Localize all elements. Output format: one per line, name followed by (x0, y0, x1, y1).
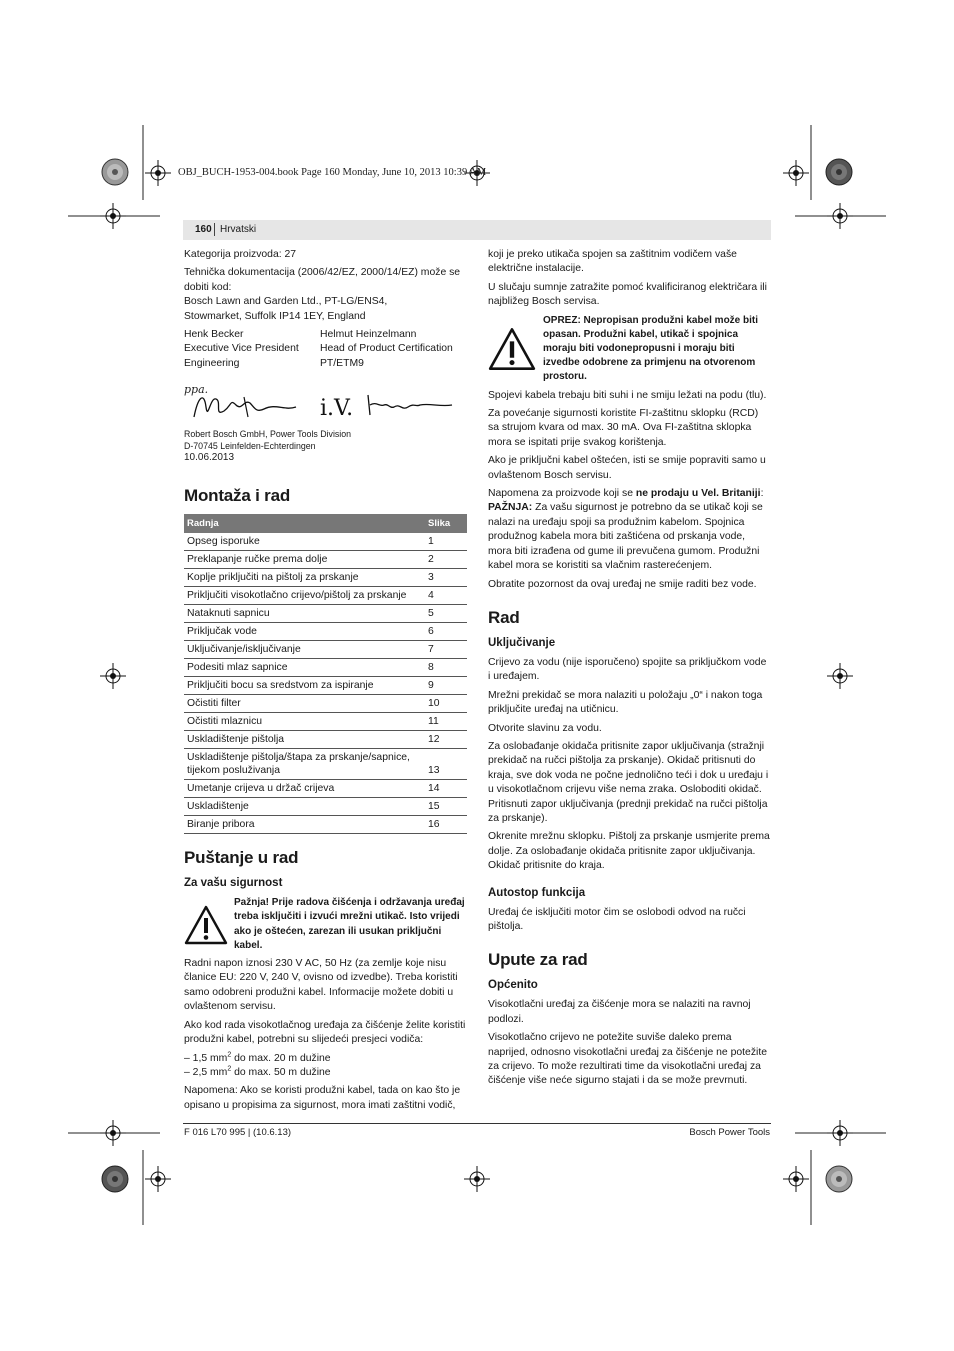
table-row (184, 695, 467, 713)
registration-mark-icon (145, 1166, 171, 1192)
paragraph: koji je preko utikača spojen sa zaštitnim vodičem vaše električne instalacije. (488, 249, 737, 275)
table-cell-figure: 2 (425, 551, 467, 569)
registration-mark-icon (827, 203, 853, 229)
table-cell-figure: 13 (425, 749, 467, 780)
table-cell-figure: 15 (425, 798, 467, 816)
table-row (184, 731, 467, 749)
signature-image (184, 377, 467, 425)
section-heading-pustanje: Puštanje u rad (184, 848, 299, 868)
registration-mark-icon (100, 203, 126, 229)
warning-block (184, 896, 467, 953)
signer-2 (320, 328, 456, 371)
signatures (184, 377, 467, 425)
paragraph: Za povećanje sigurnosti koristite FI-zaštitnu sklopku (RCD) sa strujom kvara od max. 30 mA. Ova FI-zaštitna sklopka mora se ispitati prije svakog korištenja. (488, 408, 759, 448)
color-target-icon (825, 1165, 853, 1193)
registration-mark-icon (100, 663, 126, 689)
subheading-opcenito: Općenito (488, 979, 538, 992)
company-info (184, 428, 467, 464)
table-cell-action: Priključiti visokotlačno crijevo/pištolj za prskanje (184, 587, 425, 605)
list-item: – 2,5 $mm^2$ do max. 50 m dužine (184, 1065, 331, 1078)
registration-mark-icon (827, 663, 853, 689)
table-cell-figure: 1 (425, 533, 467, 551)
paragraph: Otvorite slavinu za vodu. (488, 722, 602, 734)
caution-block (488, 314, 771, 385)
table-cell-figure: 12 (425, 731, 467, 749)
paragraph: Visokotlačno crijevo ne potežite suviše daleko prema naprijed, odnosno visokotlačni uređaj za čišćenje ne potežite za crijevo. To može rezultirati time da visokotlačni uređaj za čišćenje više neće sigurno stajati i da se može prevrnuti. (488, 1032, 767, 1087)
paragraph: Spojevi kabela trebaju biti suhi i ne smiju ležati na podu (tlu). (488, 389, 767, 401)
table-row (184, 677, 467, 695)
signature-ppa: ppa. (184, 383, 209, 397)
address-line: Bosch Lawn and Garden Ltd., PT-LG/ENS4, (184, 296, 388, 308)
warning-triangle-icon (488, 314, 543, 385)
table-row (184, 551, 467, 569)
paragraph: Radni napon iznosi 230 V AC, 50 Hz (za zemlje koje nisu članice EU: 220 V, 240 V, ovisno od izvedbe). Treba koristiti samo odobreni produžni kabel. Informacije možete dobiti u ovlaštenom servisu. (184, 958, 458, 1013)
table-row (184, 605, 467, 623)
registration-mark-icon (783, 160, 809, 186)
table-row (184, 641, 467, 659)
registration-mark-icon (100, 1120, 126, 1146)
column-header-action: Radnja (184, 514, 425, 533)
table-cell-figure: 4 (425, 587, 467, 605)
right-column (488, 248, 771, 1093)
paragraph: Obratite pozornost da ovaj uređaj ne smije raditi bez vode. (488, 578, 757, 590)
print-header: OBJ_BUCH-1953-004.book Page 160 Monday, June 10, 2013 10:39 AM (178, 167, 487, 178)
paragraph: Crijevo za vodu (nije isporučeno) spojite sa priključkom vode i uređajem. (488, 656, 767, 683)
paragraph: Napomena: Ako se koristi produžni kabel, tada on kao što je opisano u propisima za sigurnost, mora imati zaštitni vodič, (184, 1085, 461, 1111)
paragraph: Za oslobađanje okidača pritisnite zapor uključivanja (stražnji prekidač na ručci pištolja za prskanje). Okidač pritisnuti do kraja, sve dok voda ne počne jednolično teći i dok u uređaju i u visokotlačnom crijevu više nema zraka. Osloboditi okidač. Pritisnuti zapor uključivanja (prednji prekidač na ručci pištolja za prskanje). (488, 740, 769, 824)
technical-documentation: Tehnička dokumentacija (2006/42/EZ, 2000/14/EZ) može se dobiti kod: (184, 267, 461, 293)
table-cell-action: Priključiti bocu sa sredstvom za ispiranje (184, 677, 425, 695)
section-heading-rad: Rad (488, 607, 520, 627)
section-heading-montaza: Montaža i rad (184, 486, 291, 506)
signer-title: PT/ETM9 (320, 357, 364, 369)
section-heading-upute: Upute za rad (488, 950, 588, 970)
paragraph: Visokotlačni uređaj za čišćenje mora se nalaziti na ravnoj podlozi. (488, 999, 751, 1025)
warning-triangle-icon (184, 896, 234, 953)
left-column (184, 248, 467, 1117)
table-cell-figure: 8 (425, 659, 467, 677)
table-row (184, 713, 467, 731)
table-header-row (184, 514, 467, 533)
table-row (184, 780, 467, 798)
table-cell-figure: 7 (425, 641, 467, 659)
subheading-ukljucivanje: Uključivanje (488, 636, 556, 649)
table-row (184, 659, 467, 677)
signers (184, 328, 467, 371)
registration-mark-icon (783, 1166, 809, 1192)
paragraph: Mrežni prekidač se mora nalaziti u položaju „0“ i nakon toga priključite uređaj na utičnicu. (488, 689, 763, 716)
table-row (184, 623, 467, 641)
color-target-icon (101, 158, 129, 186)
table-row (184, 587, 467, 605)
paragraph: U slučaju sumnje zatražite pomoć kvalificiranog električara ili najbližeg Bosch servisa. (488, 281, 767, 308)
signer-name: Helmut Heinzelmann (320, 329, 417, 341)
procedure-table (184, 514, 467, 834)
signer-title: Executive Vice President (184, 343, 299, 355)
page-header-bar (183, 220, 771, 240)
signer-name: Henk Becker (184, 329, 244, 341)
paragraph: Ako kod rada visokotlačnog uređaja za čišćenje želite koristiti produžni kabel, potrebni su slijedeći presjeci vodiča: (184, 1019, 466, 1046)
signer-title: Engineering (184, 357, 240, 369)
table-cell-figure: 16 (425, 816, 467, 834)
table-cell-figure: 11 (425, 713, 467, 731)
table-cell-action: Očistiti filter (184, 695, 425, 713)
table-cell-action: Podesiti mlaz sapnice (184, 659, 425, 677)
page-number: 160 (195, 224, 212, 235)
header-separator (214, 223, 215, 236)
subheading-autostop: Autostop funkcija (488, 886, 586, 899)
address-line: Stowmarket, Suffolk IP14 1EY, England (184, 310, 366, 322)
uk-note: Napomena za proizvode koji se ne prodaju u Vel. Britaniji: PAŽNJA: Za vašu sigurnost je potrebno da se utikač koji se nalazi na uređaju spoji sa produžnim kabelom. Spojnica produžnog kabela mora biti zaštićena od prskanja vode, mora biti izrađena od gume ili prevučena gumom. Produžni kabel mora se koristiti sa vlačnim rasterećenjem. (488, 488, 764, 572)
company-line: D-70745 Leinfelden-Echterdingen (184, 441, 316, 452)
warning-text: Pažnja! Prije radova čišćenja i održavanja uređaj treba isključiti i izvući mrežni utikač. Isto vrijedi ako je oštećen, zarezan ili usukan priključni kabel. (234, 897, 465, 951)
signer-title: Head of Product Certification (320, 343, 453, 355)
registration-mark-icon (464, 1166, 490, 1192)
color-target-icon (101, 1165, 129, 1193)
table-cell-figure: 6 (425, 623, 467, 641)
table-cell-action: Umetanje crijeva u držač crijeva (184, 780, 425, 798)
table-cell-action: Koplje priključiti na pištolj za prskanje (184, 569, 425, 587)
company-line: Robert Bosch GmbH, Power Tools Division (184, 429, 352, 440)
table-cell-action: Preklapanje ručke prema dolje (184, 551, 425, 569)
table-cell-action: Uskladištenje (184, 798, 425, 816)
table-cell-action: Uskladištenje pištolja (184, 731, 425, 749)
table-row (184, 816, 467, 834)
declaration-date: 10.06.2013 (184, 452, 235, 464)
registration-mark-icon (827, 1120, 853, 1146)
signature-iv: i.V. (320, 396, 354, 422)
table-cell-figure: 3 (425, 569, 467, 587)
table-row (184, 749, 467, 780)
caution-text: OPREZ: Nepropisan produžni kabel može biti opasan. Produžni kabel, utikač i spojnica moraju biti vodonepropusni i moraju biti izvedbe odobrene za primjenu na otvorenom prostoru. (543, 314, 759, 383)
table-cell-action: Biranje pribora (184, 816, 425, 834)
footer-divider (183, 1123, 771, 1124)
table-cell-action: Očistiti mlaznicu (184, 713, 425, 731)
table-cell-figure: 5 (425, 605, 467, 623)
table-row (184, 569, 467, 587)
subheading-safety: Za vašu sigurnost (184, 877, 283, 890)
table-row (184, 533, 467, 551)
registration-mark-icon (145, 160, 171, 186)
paragraph: Uređaj će isključiti motor čim se oslobodi odvod na ručci pištolja. (488, 906, 746, 933)
table-row (184, 798, 467, 816)
table-cell-action: Uskladištenje pištolja/štapa za prskanje/sapnice, tijekom posluživanja (184, 749, 425, 780)
list-item: – 1,5 $mm^2$ do max. 20 m dužine (184, 1051, 331, 1064)
signer-1 (184, 328, 320, 371)
footer-doc-number: F 016 L70 995 | (10.6.13) (184, 1127, 292, 1138)
product-category: Kategorija proizvoda: 27 (184, 249, 297, 260)
table-cell-figure: 10 (425, 695, 467, 713)
table-cell-action: Uključivanje/isključivanje (184, 641, 425, 659)
table-cell-action: Priključak vode (184, 623, 425, 641)
table-cell-action: Nataknuti sapnicu (184, 605, 425, 623)
footer-brand: Bosch Power Tools (689, 1127, 770, 1138)
table-cell-figure: 14 (425, 780, 467, 798)
paragraph: Ako je priključni kabel oštećen, isti se smije popraviti samo u ovlaštenom Bosch servisu. (488, 455, 766, 481)
page-language: Hrvatski (220, 224, 257, 235)
column-header-figure: Slika (425, 514, 467, 533)
color-target-icon (825, 158, 853, 186)
paragraph: Okrenite mrežnu sklopku. Pištolj za prskanje usmjerite prema dolje. Za oslobađanje okidača pritisnite zapor uključivanja. Okidač pritisnite do kraja. (488, 831, 770, 872)
table-cell-action: Opseg isporuke (184, 533, 425, 551)
table-cell-figure: 9 (425, 677, 467, 695)
